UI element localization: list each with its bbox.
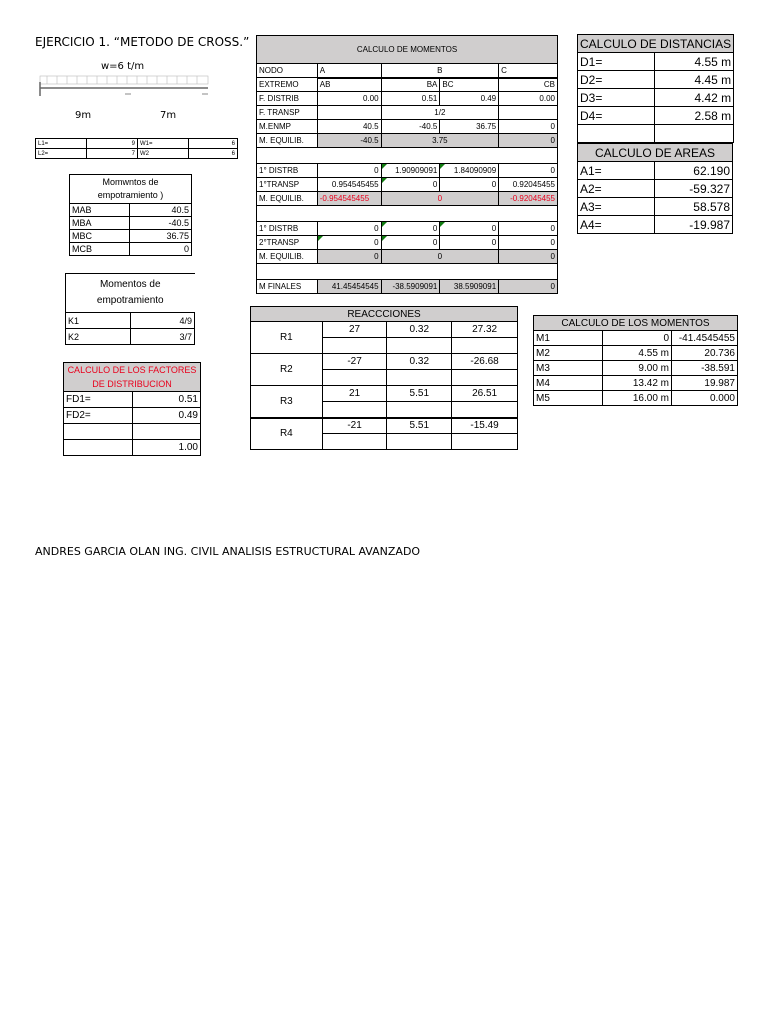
cell: M.ENMP	[257, 120, 318, 134]
table-row	[36, 149, 238, 159]
cell: A4=	[578, 216, 655, 234]
cell: -40.5	[130, 217, 192, 230]
cell: 2.58 m	[655, 107, 734, 125]
cell: 4/9	[131, 313, 195, 329]
cell: -15.49	[452, 418, 518, 434]
table-row	[251, 354, 518, 370]
cell: R3	[251, 386, 323, 418]
cell: W2	[138, 149, 189, 159]
cell: MBA	[70, 217, 130, 230]
cell: AB	[317, 78, 381, 92]
cell: 0	[317, 236, 381, 250]
cell: MCB	[70, 243, 130, 256]
cell: -26.68	[452, 354, 518, 370]
cell	[133, 424, 201, 440]
table-row	[251, 322, 518, 338]
cell: 0.32	[387, 322, 452, 338]
cell: -38.5909091	[381, 280, 440, 294]
cell: MBC	[70, 230, 130, 243]
distribution-factors-title: CALCULO DE LOS FACTORES DE DISTRIBUCION	[64, 363, 201, 392]
cell: R2	[251, 354, 323, 386]
cell: 36.75	[440, 120, 499, 134]
cell: 9.00 m	[603, 361, 672, 376]
cell: D3=	[578, 89, 655, 107]
table-row	[578, 53, 734, 71]
cross-title: CALCULO DE MOMENTOS	[257, 36, 558, 64]
cell: 27	[322, 322, 387, 338]
cell: BA	[381, 78, 440, 92]
table-row	[257, 192, 558, 206]
cell: 40.5	[130, 204, 192, 217]
span1-label: 9m	[75, 110, 92, 121]
table-row	[257, 178, 558, 192]
cross-method-table	[256, 35, 558, 294]
cell: 0	[381, 236, 440, 250]
table-row	[578, 107, 734, 125]
table-row	[64, 440, 201, 456]
cell: 0.51	[133, 392, 201, 408]
cell: A1=	[578, 162, 655, 180]
beam-svg	[35, 74, 215, 104]
cell: MAB	[70, 204, 130, 217]
cell: D4=	[578, 107, 655, 125]
table-row	[66, 313, 195, 329]
cell: 20.736	[672, 346, 738, 361]
fixed-moments-table	[69, 174, 192, 256]
cell: 0.00	[317, 92, 381, 106]
cell: 7	[87, 149, 138, 159]
cell: 62.190	[655, 162, 733, 180]
table-row	[578, 216, 733, 234]
moments-calc-title: CALCULO DE LOS MOMENTOS	[534, 316, 738, 331]
cell: 1.00	[133, 440, 201, 456]
stiffness-table	[65, 273, 195, 345]
cell: 41.45454545	[317, 280, 381, 294]
table-row	[251, 386, 518, 402]
table-row	[257, 134, 558, 148]
table-row	[257, 64, 558, 78]
cell: 0	[440, 222, 499, 236]
table-row	[257, 164, 558, 178]
table-row	[578, 180, 733, 198]
cell: W1=	[138, 139, 189, 149]
cell: 4.55 m	[603, 346, 672, 361]
span2-label: 7m	[160, 110, 177, 121]
cell: 1/2	[381, 106, 499, 120]
reactions-title: REACCCIONES	[251, 307, 518, 322]
cell: -40.5	[381, 120, 440, 134]
moments-calc-table	[533, 315, 738, 406]
cell: 0.51	[381, 92, 440, 106]
cell: -0.954545455	[317, 192, 381, 206]
cell: B	[381, 64, 499, 78]
cell: 6	[189, 149, 238, 159]
cell: 4.55 m	[655, 53, 734, 71]
cell: 0	[317, 250, 381, 264]
table-row	[70, 204, 192, 217]
table-row	[251, 418, 518, 434]
areas-title: CALCULO DE AREAS	[578, 144, 733, 162]
table-row	[257, 250, 558, 264]
cell: M FINALES	[257, 280, 318, 294]
cell: 0	[317, 164, 381, 178]
distribution-factors-table	[63, 362, 201, 456]
cell: 27.32	[452, 322, 518, 338]
table-row	[578, 71, 734, 89]
cell: FD1=	[64, 392, 133, 408]
cell: L2=	[36, 149, 87, 159]
cell: D1=	[578, 53, 655, 71]
cell: 5.51	[387, 386, 452, 402]
cell: R1	[251, 322, 323, 354]
table-row	[257, 222, 558, 236]
cell: M4	[534, 376, 603, 391]
cell: 4.42 m	[655, 89, 734, 107]
cell: 9	[87, 139, 138, 149]
cell: 0.92045455	[499, 178, 558, 192]
cell: 2°TRANSP	[257, 236, 318, 250]
cell: 13.42 m	[603, 376, 672, 391]
cell: 36.75	[130, 230, 192, 243]
cell: 1°TRANSP	[257, 178, 318, 192]
cell: 0.000	[672, 391, 738, 406]
cell: 5.51	[387, 418, 452, 434]
cell: 0.32	[387, 354, 452, 370]
cell: 0	[130, 243, 192, 256]
cell: EXTREMO	[257, 78, 318, 92]
cell: 0.49	[440, 92, 499, 106]
cell: 0.954545455	[317, 178, 381, 192]
cell: 0	[499, 250, 558, 264]
stiffness-title: Momentos de empotramiento	[66, 274, 195, 313]
table-row	[64, 408, 201, 424]
cell: 1.84090909	[440, 164, 499, 178]
table-row	[578, 198, 733, 216]
cell: 40.5	[317, 120, 381, 134]
areas-table	[577, 143, 733, 234]
cell: -27	[322, 354, 387, 370]
cell: CB	[499, 78, 558, 92]
table-row	[64, 424, 201, 440]
cell: C	[499, 64, 558, 78]
cell: -38.591	[672, 361, 738, 376]
cell: 3.75	[381, 134, 499, 148]
table-row	[257, 106, 558, 120]
table-row	[257, 92, 558, 106]
cell: NODO	[257, 64, 318, 78]
cell: R4	[251, 418, 323, 450]
cell: L1=	[36, 139, 87, 149]
table-row	[534, 346, 738, 361]
cell: -19.987	[655, 216, 733, 234]
cell: D2=	[578, 71, 655, 89]
cell: 0	[381, 250, 499, 264]
cell: 0	[499, 164, 558, 178]
author-footer: ANDRES GARCIA OLAN ING. CIVIL ANALISIS ESTRUCTURAL AVANZADO	[35, 545, 421, 558]
cell: 21	[322, 386, 387, 402]
reactions-table	[250, 306, 518, 450]
cell: 0	[499, 120, 558, 134]
lengths-table	[35, 138, 238, 159]
table-row	[257, 236, 558, 250]
cell: 0	[499, 236, 558, 250]
cell: 26.51	[452, 386, 518, 402]
cell	[64, 440, 133, 456]
cell	[64, 424, 133, 440]
table-row	[36, 139, 238, 149]
cell: 0	[381, 192, 499, 206]
table-row	[257, 78, 558, 92]
cell: 0.00	[499, 92, 558, 106]
cell: A3=	[578, 198, 655, 216]
cell: 38.5909091	[440, 280, 499, 294]
table-row	[70, 243, 192, 256]
cell: -41.4545455	[672, 331, 738, 346]
beam-diagram	[35, 58, 215, 128]
cell: F. DISTRIB	[257, 92, 318, 106]
cell: 0	[499, 134, 558, 148]
cell: -40.5	[317, 134, 381, 148]
cell: 16.00 m	[603, 391, 672, 406]
cell: K1	[66, 313, 131, 329]
cell: A	[317, 64, 381, 78]
table-row	[257, 280, 558, 294]
cell: 1° DISTRB	[257, 164, 318, 178]
cell: M. EQUILIB.	[257, 250, 318, 264]
page-title: EJERCICIO 1. “METODO DE CROSS.”	[35, 35, 250, 49]
cell: FD2=	[64, 408, 133, 424]
cell: 1.90909091	[381, 164, 440, 178]
cell: M1	[534, 331, 603, 346]
cell: M3	[534, 361, 603, 376]
cell: M5	[534, 391, 603, 406]
cell: K2	[66, 329, 131, 345]
cell: -0.92045455	[499, 192, 558, 206]
cell: 6	[189, 139, 238, 149]
cell: 1° DISTRB	[257, 222, 318, 236]
cell: 0	[603, 331, 672, 346]
cell: 0	[499, 280, 558, 294]
cell: 0	[440, 236, 499, 250]
table-row	[64, 392, 201, 408]
cell: 0	[440, 178, 499, 192]
cell: M. EQUILIB.	[257, 134, 318, 148]
cell: 0	[499, 222, 558, 236]
table-row	[534, 361, 738, 376]
table-row	[70, 230, 192, 243]
cell: 19.987	[672, 376, 738, 391]
cell: -21	[322, 418, 387, 434]
cell: 0.49	[133, 408, 201, 424]
table-row	[66, 329, 195, 345]
cell: -59.327	[655, 180, 733, 198]
cell: 3/7	[131, 329, 195, 345]
cell: M2	[534, 346, 603, 361]
table-row	[257, 120, 558, 134]
cell: 4.45 m	[655, 71, 734, 89]
load-label: w=6 t/m	[101, 61, 145, 72]
table-row	[578, 89, 734, 107]
cell: 0	[381, 178, 440, 192]
cell: M. EQUILIB.	[257, 192, 318, 206]
distances-table	[577, 34, 734, 143]
table-row	[578, 162, 733, 180]
table-row	[70, 217, 192, 230]
distances-title: CALCULO DE DISTANCIAS	[578, 35, 734, 53]
cell: 58.578	[655, 198, 733, 216]
fixed-moments-title: Momwntos de empotramiento )	[70, 175, 192, 204]
cell: F. TRANSP	[257, 106, 318, 120]
table-row	[534, 391, 738, 406]
table-row	[534, 376, 738, 391]
cell: BC	[440, 78, 499, 92]
cell: A2=	[578, 180, 655, 198]
cell: 0	[381, 222, 440, 236]
cell: 0	[317, 222, 381, 236]
table-row	[534, 331, 738, 346]
